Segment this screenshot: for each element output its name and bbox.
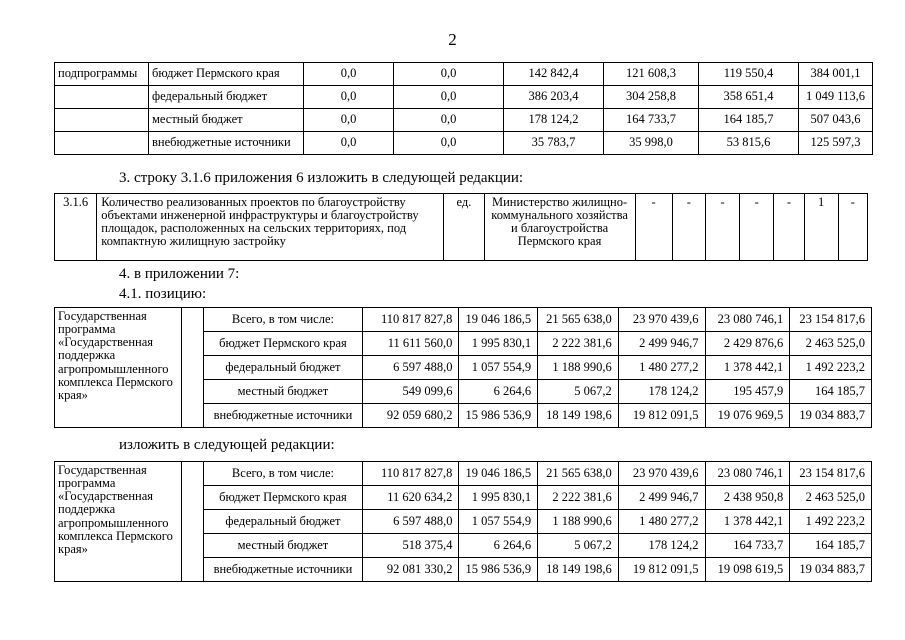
funding-value: 1 995 830,1 <box>459 486 538 510</box>
funding-value: 19 034 883,7 <box>790 404 872 428</box>
funding-value: 6 597 488,0 <box>362 356 459 380</box>
empty-cell <box>182 308 204 428</box>
funding-value: 0,0 <box>394 63 504 86</box>
funding-source: федеральный бюджет <box>204 510 362 534</box>
funding-value: 35 998,0 <box>604 132 699 155</box>
year-value: - <box>672 194 705 261</box>
funding-value: 549 099,6 <box>362 380 459 404</box>
funding-value: 19 076 969,5 <box>705 404 790 428</box>
funding-value: 19 812 091,5 <box>618 558 705 582</box>
funding-value: 304 258,8 <box>604 86 699 109</box>
indicator-name: Количество реализованных проектов по благоустройству объектами инженерной инфраструктуры и благоустройству площадок, расположенных на сельских территориях, под компактную жилищную застройку <box>97 194 444 261</box>
funding-value: 125 597,3 <box>799 132 873 155</box>
paragraph-3: 3. строку 3.1.6 приложения 6 изложить в следующей редакции: <box>119 170 524 186</box>
funding-value: 1 480 277,2 <box>618 510 705 534</box>
year-value: - <box>635 194 672 261</box>
row-316-table <box>54 193 868 261</box>
funding-value: 164 185,7 <box>699 109 799 132</box>
funding-value: 178 124,2 <box>618 380 705 404</box>
funding-value: 1 378 442,1 <box>705 510 790 534</box>
funding-value: 518 375,4 <box>362 534 459 558</box>
paragraph-edit: изложить в следующей редакции: <box>119 437 335 453</box>
funding-value: 2 499 946,7 <box>618 332 705 356</box>
funding-value: 1 188 990,6 <box>538 356 619 380</box>
funding-source: бюджет Пермского края <box>149 63 304 86</box>
funding-value: 92 059 680,2 <box>362 404 459 428</box>
funding-value: 23 970 439,6 <box>618 308 705 332</box>
funding-value: 19 046 186,5 <box>459 462 538 486</box>
funding-value: 0,0 <box>394 132 504 155</box>
funding-source: федеральный бюджет <box>149 86 304 109</box>
funding-value: 19 098 619,5 <box>705 558 790 582</box>
funding-source: федеральный бюджет <box>204 356 362 380</box>
funding-value: 0,0 <box>394 109 504 132</box>
funding-value: 5 067,2 <box>538 534 619 558</box>
funding-value: 0,0 <box>304 63 394 86</box>
table-row <box>55 462 872 486</box>
funding-value: 5 067,2 <box>538 380 619 404</box>
funding-value: 1 378 442,1 <box>705 356 790 380</box>
funding-value: 1 480 277,2 <box>618 356 705 380</box>
year-value: - <box>740 194 774 261</box>
funding-value: 195 457,9 <box>705 380 790 404</box>
program-position-original <box>54 307 872 428</box>
funding-value: 6 597 488,0 <box>362 510 459 534</box>
funding-value: 2 438 950,8 <box>705 486 790 510</box>
paragraph-4-1: 4.1. позицию: <box>119 286 207 302</box>
funding-value: 178 124,2 <box>618 534 705 558</box>
funding-value: 1 057 554,9 <box>459 356 538 380</box>
funding-source: Всего, в том числе: <box>204 462 362 486</box>
empty-cell <box>182 462 204 582</box>
funding-value: 23 154 817,6 <box>790 308 872 332</box>
funding-value: 53 815,6 <box>699 132 799 155</box>
funding-value: 0,0 <box>304 132 394 155</box>
funding-value: 0,0 <box>394 86 504 109</box>
funding-value: 1 492 223,2 <box>790 510 872 534</box>
funding-value: 23 080 746,1 <box>705 308 790 332</box>
funding-value: 19 034 883,7 <box>790 558 872 582</box>
year-value: - <box>838 194 867 261</box>
program-position-new <box>54 461 872 582</box>
funding-value: 178 124,2 <box>504 109 604 132</box>
funding-value: 164 185,7 <box>790 380 872 404</box>
funding-value: 21 565 638,0 <box>538 462 619 486</box>
funding-value: 23 154 817,6 <box>790 462 872 486</box>
funding-source: внебюджетные источники <box>204 404 362 428</box>
funding-value: 2 222 381,6 <box>538 486 619 510</box>
funding-value: 119 550,4 <box>699 63 799 86</box>
subprogram-funding-table <box>54 62 873 155</box>
funding-value: 1 057 554,9 <box>459 510 538 534</box>
funding-value: 164 185,7 <box>790 534 872 558</box>
funding-value: 15 986 536,9 <box>459 404 538 428</box>
funding-value: 110 817 827,8 <box>362 462 459 486</box>
funding-value: 15 986 536,9 <box>459 558 538 582</box>
funding-value: 18 149 198,6 <box>538 558 619 582</box>
funding-value: 23 080 746,1 <box>705 462 790 486</box>
funding-source: внебюджетные источники <box>204 558 362 582</box>
funding-value: 19 812 091,5 <box>618 404 705 428</box>
funding-value: 92 081 330,2 <box>362 558 459 582</box>
funding-value: 0,0 <box>304 86 394 109</box>
row-label: подпрограммы <box>55 63 149 86</box>
row-316 <box>55 194 868 261</box>
funding-source: местный бюджет <box>204 380 362 404</box>
funding-value: 2 222 381,6 <box>538 332 619 356</box>
funding-value: 384 001,1 <box>799 63 873 86</box>
funding-value: 164 733,7 <box>705 534 790 558</box>
table-row <box>55 109 873 132</box>
funding-value: 6 264,6 <box>459 534 538 558</box>
funding-value: 0,0 <box>304 109 394 132</box>
funding-value: 507 043,6 <box>799 109 873 132</box>
table-row <box>55 86 873 109</box>
funding-source: Всего, в том числе: <box>204 308 362 332</box>
program-name: Государственная программа «Государственная поддержка агропромышленного комплекса Пермского края» <box>55 308 182 428</box>
row-label <box>55 109 149 132</box>
year-value: 1 <box>804 194 838 261</box>
funding-value: 2 499 946,7 <box>618 486 705 510</box>
funding-value: 110 817 827,8 <box>362 308 459 332</box>
funding-value: 2 463 525,0 <box>790 486 872 510</box>
funding-value: 1 995 830,1 <box>459 332 538 356</box>
funding-value: 23 970 439,6 <box>618 462 705 486</box>
funding-value: 1 492 223,2 <box>790 356 872 380</box>
table-row <box>55 132 873 155</box>
year-value: - <box>774 194 804 261</box>
funding-value: 35 783,7 <box>504 132 604 155</box>
unit: ед. <box>444 194 484 261</box>
page-number: 2 <box>448 30 457 49</box>
responsible-ministry: Министерство жилищно-коммунального хозяйства и благоустройства Пермского края <box>484 194 635 261</box>
funding-value: 6 264,6 <box>459 380 538 404</box>
funding-value: 1 188 990,6 <box>538 510 619 534</box>
funding-source: местный бюджет <box>149 109 304 132</box>
funding-value: 19 046 186,5 <box>459 308 538 332</box>
funding-source: внебюджетные источники <box>149 132 304 155</box>
funding-value: 2 429 876,6 <box>705 332 790 356</box>
funding-source: бюджет Пермского края <box>204 332 362 356</box>
funding-value: 142 842,4 <box>504 63 604 86</box>
funding-value: 358 651,4 <box>699 86 799 109</box>
funding-source: местный бюджет <box>204 534 362 558</box>
funding-source: бюджет Пермского края <box>204 486 362 510</box>
funding-value: 1 049 113,6 <box>799 86 873 109</box>
funding-value: 121 608,3 <box>604 63 699 86</box>
row-label <box>55 132 149 155</box>
row-number: 3.1.6 <box>55 194 97 261</box>
row-label <box>55 86 149 109</box>
funding-value: 11 620 634,2 <box>362 486 459 510</box>
program-name: Государственная программа «Государственная поддержка агропромышленного комплекса Пермского края» <box>55 462 182 582</box>
table-row <box>55 63 873 86</box>
funding-value: 164 733,7 <box>604 109 699 132</box>
funding-value: 21 565 638,0 <box>538 308 619 332</box>
year-value: - <box>705 194 739 261</box>
paragraph-4: 4. в приложении 7: <box>119 266 240 282</box>
table-row <box>55 308 872 332</box>
funding-value: 386 203,4 <box>504 86 604 109</box>
funding-value: 2 463 525,0 <box>790 332 872 356</box>
funding-value: 11 611 560,0 <box>362 332 459 356</box>
funding-value: 18 149 198,6 <box>538 404 619 428</box>
